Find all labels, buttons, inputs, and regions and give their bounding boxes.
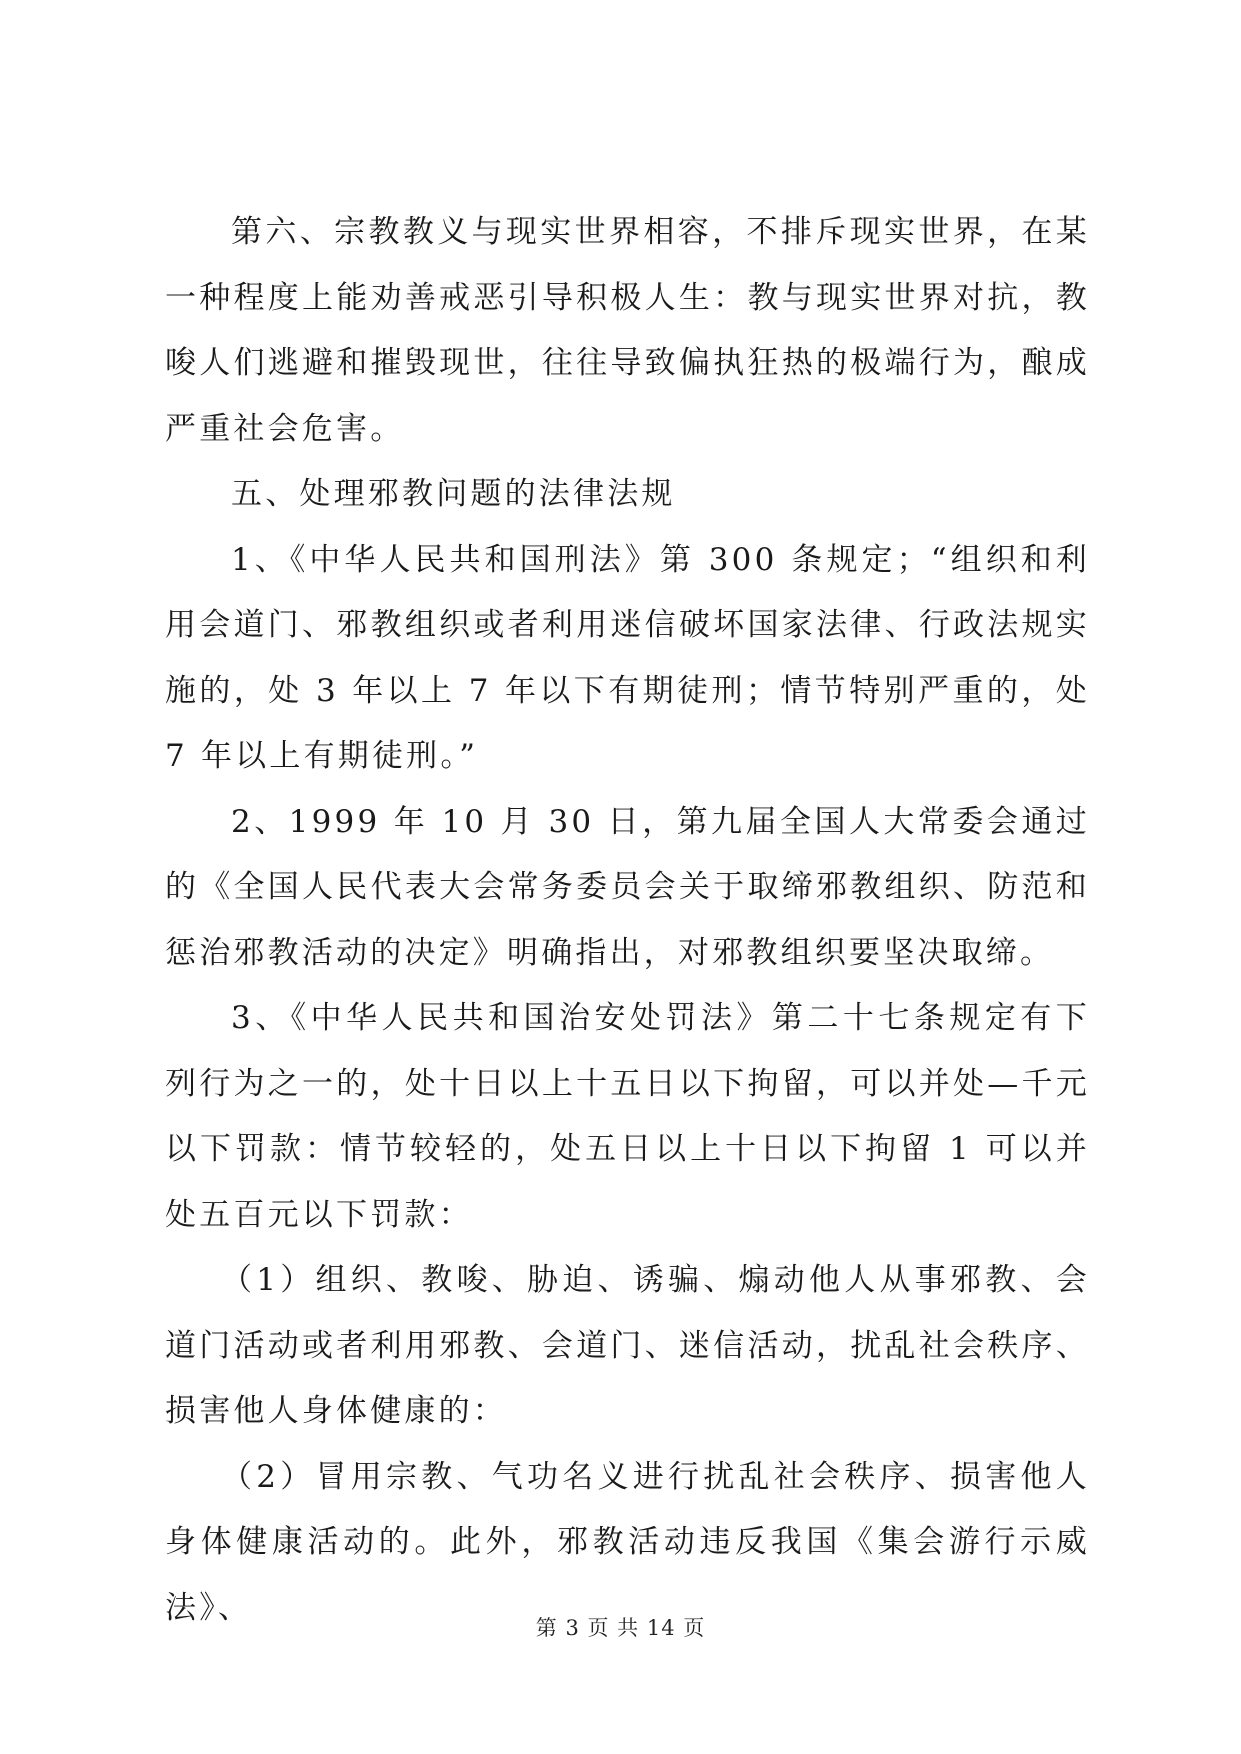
paragraph-religion-vs-cult: 第六、宗教教义与现实世界相容，不排斥现实世界，在某一种程度上能劝善戒恶引导积极人生：教与现实世界对抗，教唆人们逃避和摧毁现世，往往导致偏执狂热的极端行为，酿成严重社会危害。 — [165, 214, 1090, 447]
document-body — [165, 200, 1090, 1641]
list-item-2: （2）冒用宗教、气功名义进行扰乱社会秩序、损害他人身体健康活动的。此外，邪教活动违反我国《集会游行示威法》、 — [165, 1458, 1090, 1626]
paragraph-npc-decision: 2、1999 年 10 月 30 日，第九届全国人大常委会通过的《全国人民代表大会常务委员会关于取缔邪教组织、防范和惩治邪教活动的决定》明确指出，对邪教组织要坚决取缔。 — [165, 803, 1090, 971]
page-footer: 第 3 页 共 14 页 — [535, 1616, 706, 1640]
paragraph-criminal-law: 1、《中华人民共和国刑法》第 300 条规定；“组织和利用会道门、邪教组织或者利用迷信破坏国家法律、行政法规实施的，处 3 年以上 7 年以下有期徒刑；情节特别严重的，处 7 年以上有期徒刑。” — [165, 541, 1090, 774]
paragraph-security-law: 3、《中华人民共和国治安处罚法》第二十七条规定有下列行为之一的，处十日以上十五日以下拘留，可以并处—千元以下罚款：情节较轻的，处五日以上十日以下拘留 1 可以并处五百元以下罚款： — [165, 1000, 1090, 1233]
section-heading-laws: 五、处理邪教问题的法律法规 — [231, 476, 676, 512]
list-item-1: （1）组织、教唆、胁迫、诱骗、煽动他人从事邪教、会道门活动或者利用邪教、会道门、迷信活动，扰乱社会秩序、损害他人身体健康的： — [165, 1262, 1090, 1429]
